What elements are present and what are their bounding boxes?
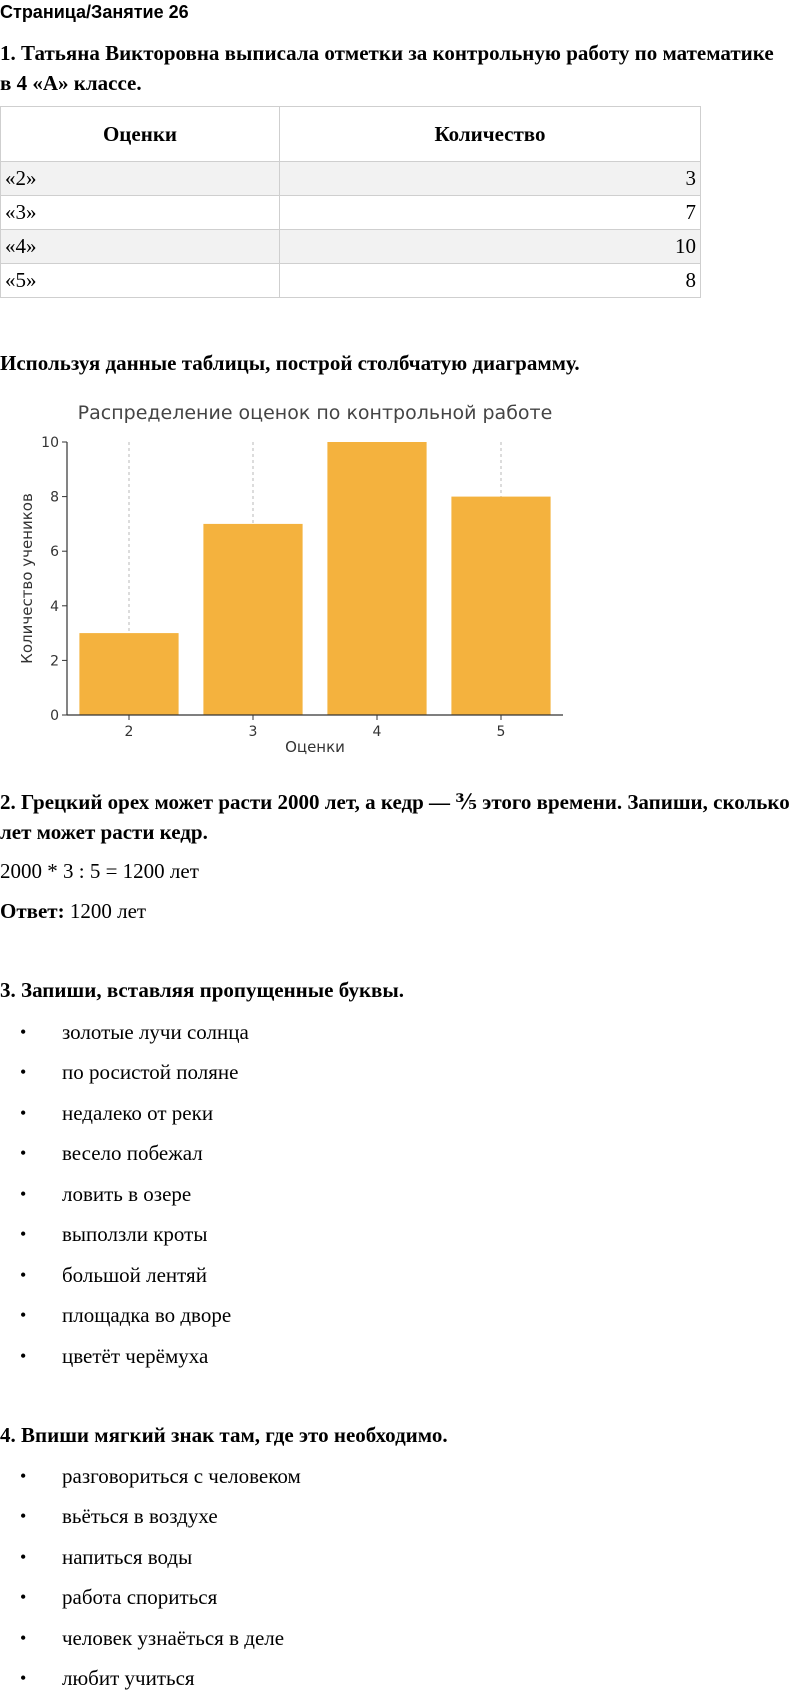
bullet-icon: • [0,1062,62,1083]
task3-heading: 3. Запиши, вставляя пропущенные буквы. [0,975,404,1005]
bar [79,633,178,715]
list-item [0,1255,249,1296]
grade-cell: «4» [1,230,280,264]
list-item-text: золотые лучи солнца [62,1020,249,1045]
grade-cell: «5» [1,264,280,298]
table-row [1,196,701,230]
bullet-icon: • [0,1587,62,1608]
chart-title: Распределение оценок по контрольной работе [78,402,553,424]
bar [327,442,426,715]
count-cell: 8 [280,264,701,298]
list-item-text: вьёться в воздухе [62,1504,218,1529]
list-item-text: цветёт черёмуха [62,1344,208,1369]
list-item [0,1336,249,1377]
list-item-text: выползли кроты [62,1222,207,1247]
list-item [0,1134,249,1175]
x-tick-label: 3 [249,724,258,740]
bullet-icon: • [0,1265,62,1286]
list-item-text: разговориться с человеком [62,1464,301,1489]
bullet-icon: • [0,1184,62,1205]
list-item [0,1093,249,1134]
list-item-text: по росистой поляне [62,1060,238,1085]
list-item-text: любит учиться [62,1666,195,1691]
table-row [1,230,701,264]
bullet-icon: • [0,1143,62,1164]
answer-label: Ответ: [0,899,65,923]
x-axis-label: Оценки [285,738,345,756]
y-tick-label: 10 [41,435,59,451]
count-cell: 3 [280,162,701,196]
table-row [1,264,701,298]
bullet-icon: • [0,1103,62,1124]
grades-table [0,106,701,298]
list-item [0,1215,249,1256]
task1-heading: 1. Татьяна Викторовна выписала отметки за контрольную работу по математике в 4 «А» классе. [0,38,780,98]
page-title: Страница/Занятие 26 [0,2,189,23]
list-item [0,1456,301,1497]
list-item [0,1053,249,1094]
task4-heading: 4. Впиши мягкий знак там, где это необходимо. [0,1420,448,1450]
y-tick-label: 8 [50,490,59,506]
list-item-text: человек узнаёться в деле [62,1626,284,1651]
task2-heading: 2. Грецкий орех может расти 2000 лет, а кедр — ⅗ этого времени. Запиши, сколько лет может расти кедр. [0,787,800,847]
list-item [0,1174,249,1215]
bullet-icon: • [0,1506,62,1527]
y-tick-label: 0 [50,708,59,724]
bullet-icon: • [0,1224,62,1245]
chart-instruction: Используя данные таблицы, построй столбчатую диаграмму. [0,348,580,378]
table-row [1,162,701,196]
task3-list [0,1012,249,1377]
count-cell: 10 [280,230,701,264]
list-item-text: площадка во дворе [62,1303,231,1328]
list-item [0,1618,301,1659]
count-cell: 7 [280,196,701,230]
list-item [0,1012,249,1053]
bar-chart [0,395,600,760]
bullet-icon: • [0,1628,62,1649]
y-axis-label: Количество учеников [18,493,36,664]
answer-value: 1200 лет [65,899,146,923]
list-item [0,1659,301,1699]
task4-list [0,1456,301,1699]
y-tick-label: 4 [50,599,59,615]
grade-cell: «3» [1,196,280,230]
list-item [0,1497,301,1538]
list-item-text: большой лентяй [62,1263,207,1288]
bar [451,497,550,715]
bullet-icon: • [0,1305,62,1326]
bullet-icon: • [0,1547,62,1568]
bullet-icon: • [0,1346,62,1367]
bar [203,524,302,715]
list-item-text: работа спориться [62,1585,217,1610]
task2-solution: 2000 * 3 : 5 = 1200 лет [0,858,199,884]
x-tick-label: 2 [125,724,134,740]
bullet-icon: • [0,1668,62,1689]
bullet-icon: • [0,1022,62,1043]
grade-cell: «2» [1,162,280,196]
list-item-text: ловить в озере [62,1182,191,1207]
x-tick-label: 5 [497,724,506,740]
y-tick-label: 2 [50,653,59,669]
bullet-icon: • [0,1466,62,1487]
grade-column-header: Оценки [1,107,280,162]
list-item-text: весело побежал [62,1141,203,1166]
task2-answer [0,898,146,924]
table-header-row [1,107,701,162]
list-item [0,1578,301,1619]
list-item-text: недалеко от реки [62,1101,213,1126]
list-item [0,1296,249,1337]
count-column-header: Количество [280,107,701,162]
list-item-text: напиться воды [62,1545,192,1570]
list-item [0,1537,301,1578]
x-tick-label: 4 [373,724,382,740]
y-tick-label: 6 [50,544,59,560]
